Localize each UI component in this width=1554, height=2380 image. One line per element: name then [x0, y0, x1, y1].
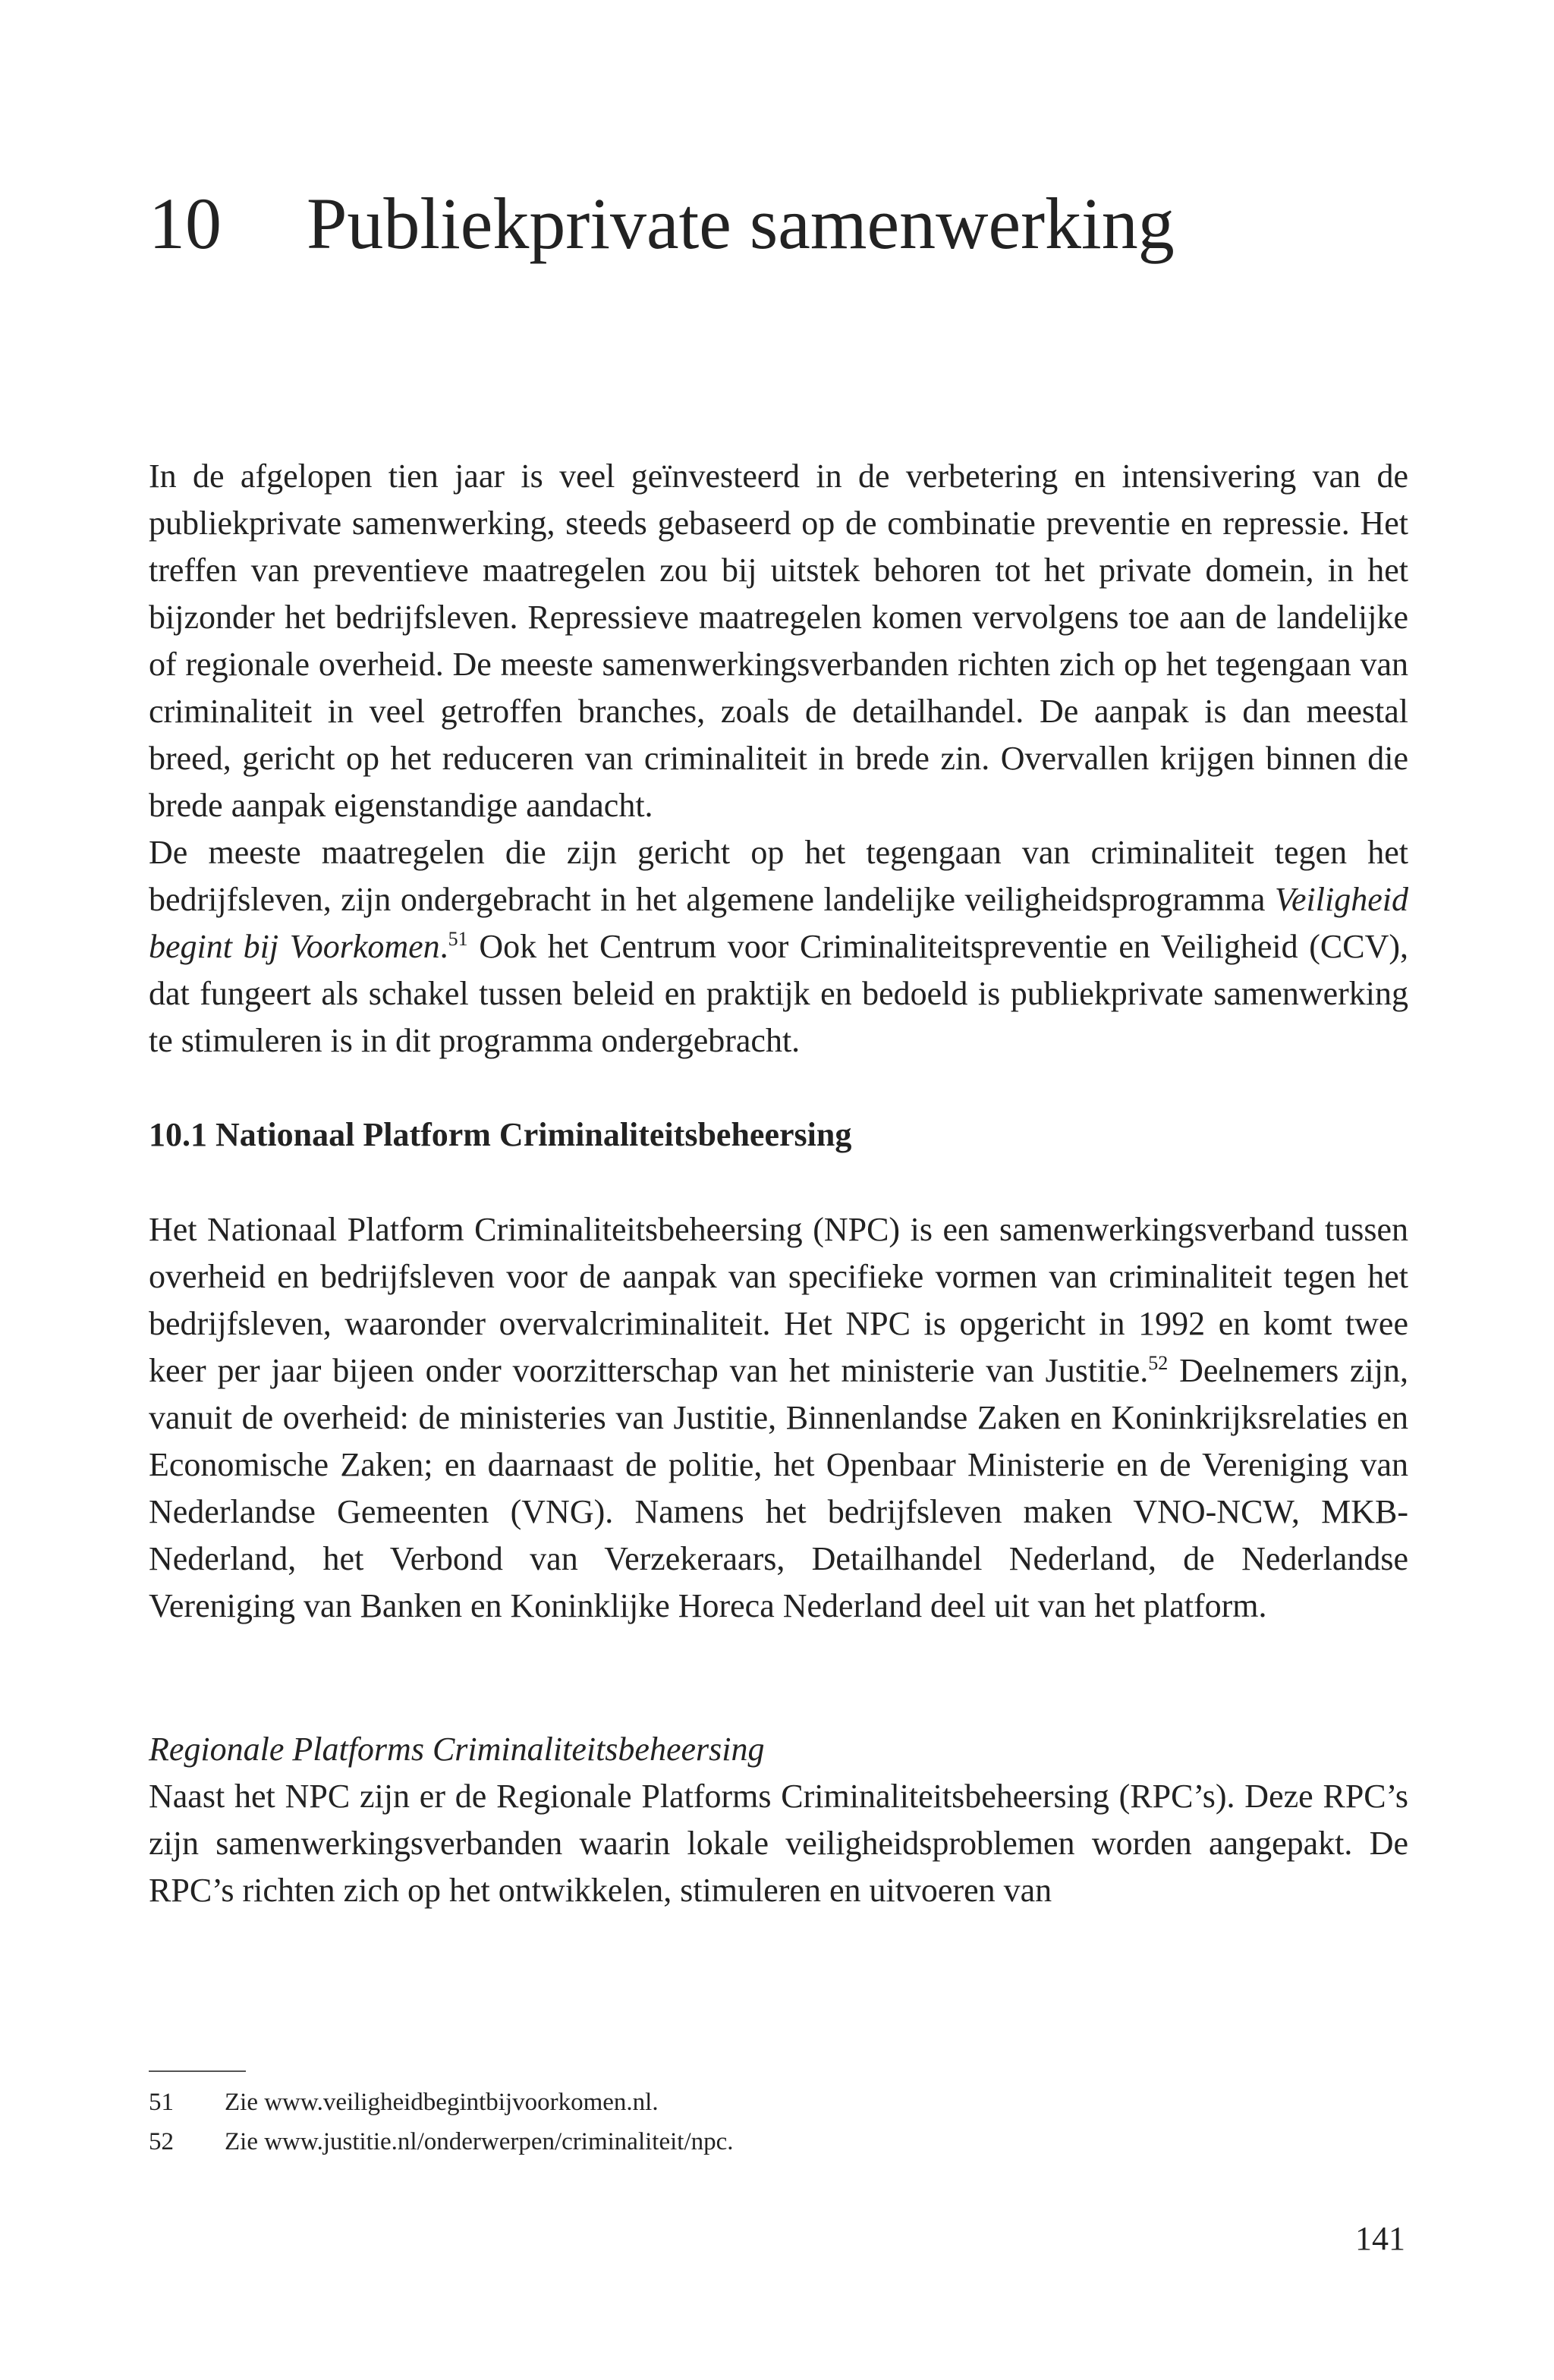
rpc-paragraph: Naast het NPC zijn er de Regionale Platforms Criminaliteitsbeheersing (RPC’s). Deze RPC’s zijn samenwerkingsverbanden waarin lokale veiligheidsproblemen worden aangepakt. De RPC’s richten zich op het ontwikkelen, stimuleren en uitvoeren van [149, 1778, 1408, 1909]
npc-p1-text: Het Nationaal Platform Criminaliteitsbeheersing (NPC) is een samenwerkingsverband tussen overheid en bedrijfsleven voor de aanpak van specifieke vormen van criminaliteit tegen het bedrijfsleven, waaronder overvalcriminaliteit. Het NPC is opgericht in 1992 en komt twee keer per jaar bijeen onder voorzitterschap van het ministerie van Justitie. [149, 1211, 1408, 1389]
intro-paragraph-2 [149, 829, 1408, 1064]
footnote-number: 52 [149, 2128, 174, 2155]
footnote-text: Zie www.justitie.nl/onderwerpen/criminaliteit/npc. [225, 2128, 734, 2155]
intro-text [149, 453, 1408, 1064]
rpc-text [149, 1726, 1408, 1914]
footnote-number: 51 [149, 2089, 174, 2116]
page-number: 141 [1355, 2220, 1405, 2257]
footnote-ref-51: 51 [448, 928, 468, 950]
npc-text [149, 1206, 1408, 1630]
footnotes [149, 2083, 734, 2161]
footnote-52 [149, 2122, 734, 2161]
footnote-51 [149, 2083, 734, 2122]
chapter-title [149, 182, 1175, 266]
npc-p1-continuation: Deelnemers zijn, vanuit de overheid: de ministeries van Justitie, Binnenlandse Zaken en Koninkrijksrelaties en Economische Zaken; en daarnaast de politie, het Openbaar Ministerie en de Vereniging van Nederlandse Gemeenten (VNG). Namens het bedrijfsleven maken VNO-NCW, MKB-Nederland, het Verbond van Verzekeraars, Detailhandel Nederland, de Nederlandse Vereniging van Banken en Koninklijke Horeca Nederland deel uit van het platform. [149, 1352, 1408, 1624]
section-heading: 10.1 Nationaal Platform Criminaliteitsbeheersing [149, 1116, 852, 1153]
chapter-title-text: Publiekprivate samenwerking [307, 183, 1175, 264]
intro-p2-continuation: Ook het Centrum voor Criminaliteitspreventie en Veiligheid (CCV), dat fungeert als schakel tussen beleid en praktijk en bedoeld is publiekprivate samenwerking te stimuleren is in dit programma ondergebracht. [149, 928, 1408, 1059]
subheading-regional-platforms: Regionale Platforms Criminaliteitsbeheersing [149, 1731, 765, 1768]
programme-title: Veiligheid begint bij Voorkomen [149, 881, 1408, 965]
intro-paragraph-1: In de afgelopen tien jaar is veel geïnvesteerd in de verbetering en intensivering van de publiekprivate samenwerking, steeds gebaseerd op de combinatie preventie en repressie. Het treffen van preventieve maatregelen zou bij uitstek behoren tot het private domein, in het bijzonder het bedrijfsleven. Repressieve maatregelen komen vervolgens toe aan de landelijke of regionale overheid. De meeste samenwerkingsverbanden richten zich op het tegengaan van criminaliteit in veel getroffen branches, zoals de detailhandel. De aanpak is dan meestal breed, gericht op het reduceren van criminaliteit in brede zin. Overvallen krijgen binnen die brede aanpak eigenstandige aandacht. [149, 457, 1408, 824]
npc-paragraph [149, 1206, 1408, 1630]
chapter-number: 10 [149, 183, 222, 264]
footnote-text: Zie www.veiligheidbegintbijvoorkomen.nl. [225, 2089, 659, 2116]
intro-p2-text: De meeste maatregelen die zijn gericht op het tegengaan van criminaliteit tegen het bedrijfsleven, zijn ondergebracht in het algemene landelijke veiligheidsprogramma [149, 834, 1408, 918]
footnote-divider [149, 2070, 246, 2072]
intro-p2-period: . [439, 928, 448, 965]
footnote-ref-52: 52 [1148, 1352, 1169, 1374]
